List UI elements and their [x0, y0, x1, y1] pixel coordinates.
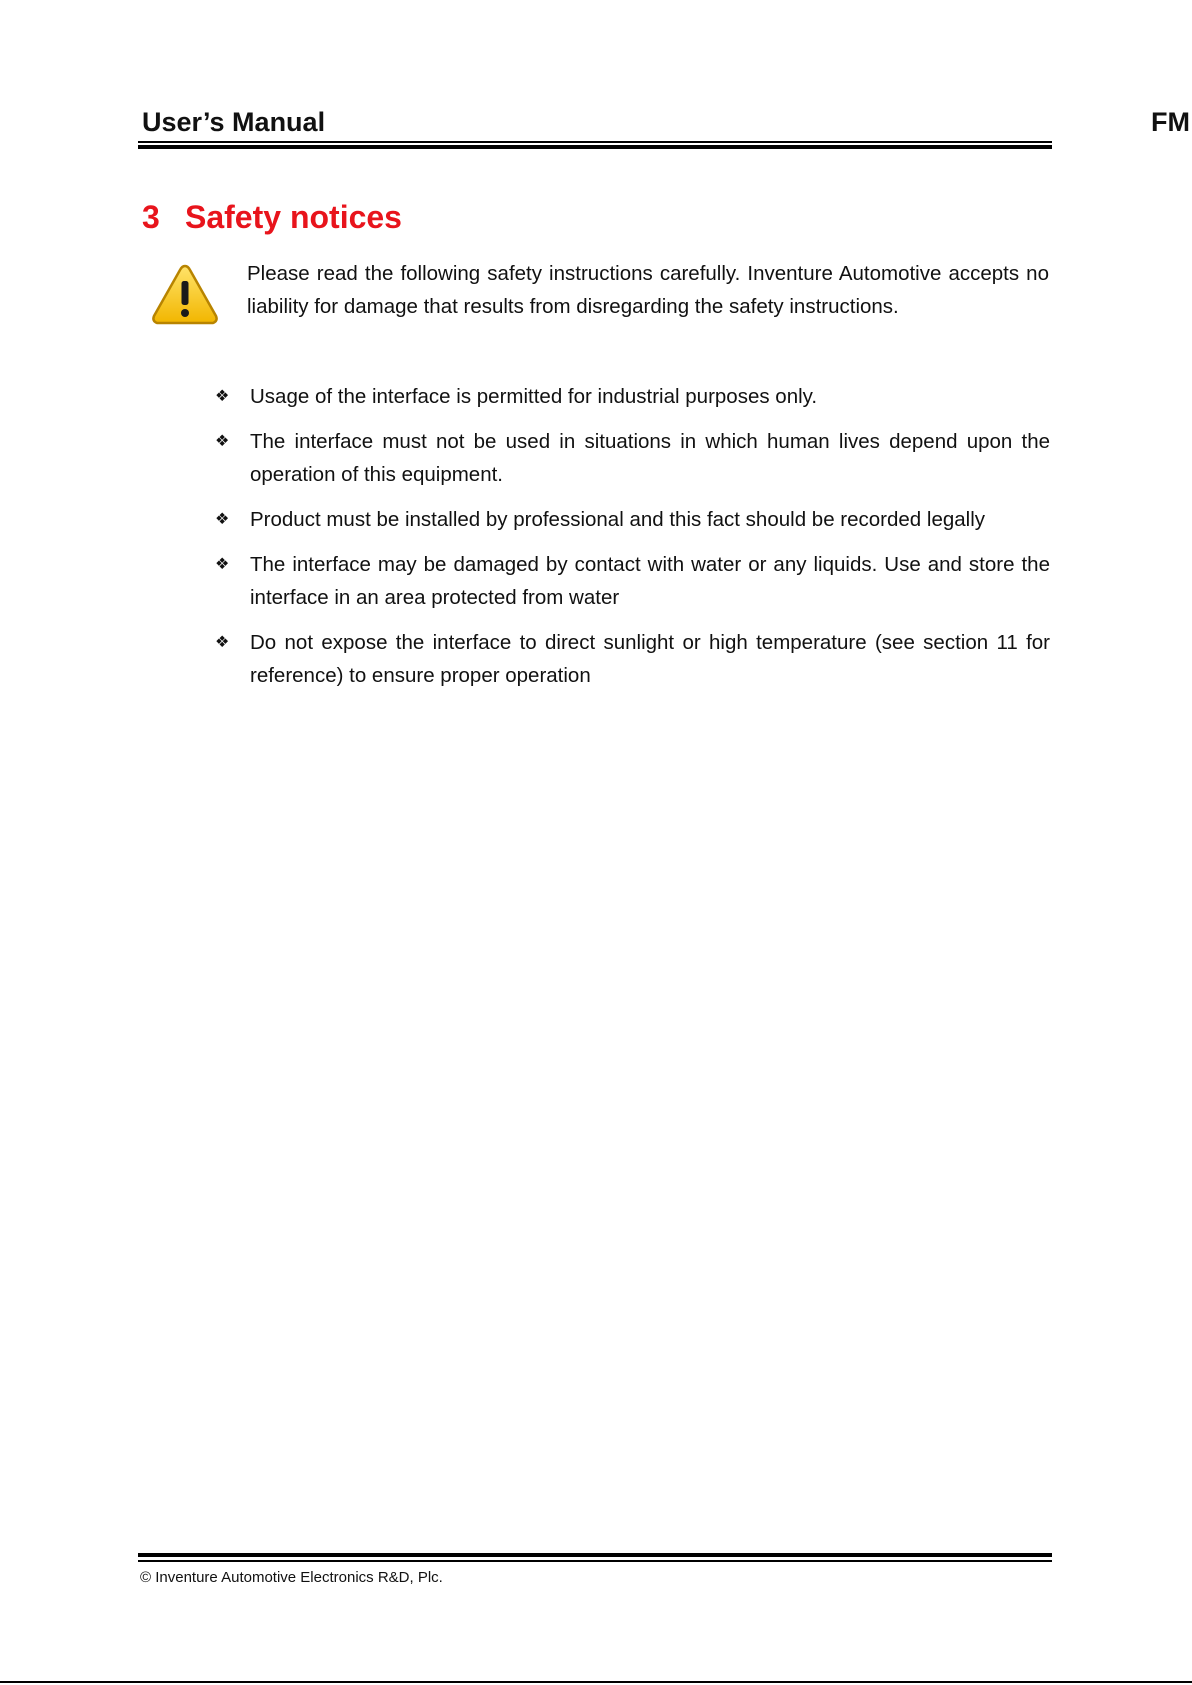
footer-copyright: © Inventure Automotive Electronics R&D, Plc.	[140, 1569, 443, 1586]
diamond-bullet-icon: ❖	[215, 634, 230, 651]
notice-text: Product must be installed by professional and this fact should be recorded legally	[250, 508, 986, 531]
header-rule-thick	[138, 145, 1052, 149]
notice-text: The interface must not be used in situations in which human lives depend upon the operation of this equipment.	[250, 430, 1050, 486]
header-rule-thin	[138, 141, 1052, 143]
intro-paragraph: Please read the following safety instructions carefully. Inventure Automotive accepts no liability for damage that results from disregarding the safety instructions.	[247, 262, 1049, 318]
diamond-bullet-icon: ❖	[215, 433, 230, 450]
manual-title: User’s Manual	[142, 107, 326, 137]
notice-text: Do not expose the interface to direct sunlight or high temperature (see section 11 for reference) to ensure proper operation	[250, 631, 1050, 687]
manual-code: FM	[1151, 107, 1190, 137]
list-item	[212, 425, 1050, 491]
warning-icon	[150, 263, 220, 326]
safety-notice-list	[212, 380, 1050, 704]
diamond-bullet-icon: ❖	[215, 556, 230, 573]
list-item	[212, 503, 1050, 536]
list-item	[212, 380, 1050, 413]
list-item	[212, 626, 1050, 692]
notice-text: Usage of the interface is permitted for industrial purposes only.	[250, 385, 818, 408]
footer-rule-thick	[138, 1553, 1052, 1557]
section-number: 3	[142, 199, 160, 235]
section-title: Safety notices	[185, 199, 402, 235]
list-item	[212, 548, 1050, 614]
diamond-bullet-icon: ❖	[215, 388, 230, 405]
diamond-bullet-icon: ❖	[215, 511, 230, 528]
notice-text: The interface may be damaged by contact with water or any liquids. Use and store the interface in an area protected from water	[250, 553, 1050, 609]
page-edge-line	[0, 1681, 1192, 1683]
footer-rule-thin	[138, 1560, 1052, 1562]
section-heading	[142, 197, 402, 237]
